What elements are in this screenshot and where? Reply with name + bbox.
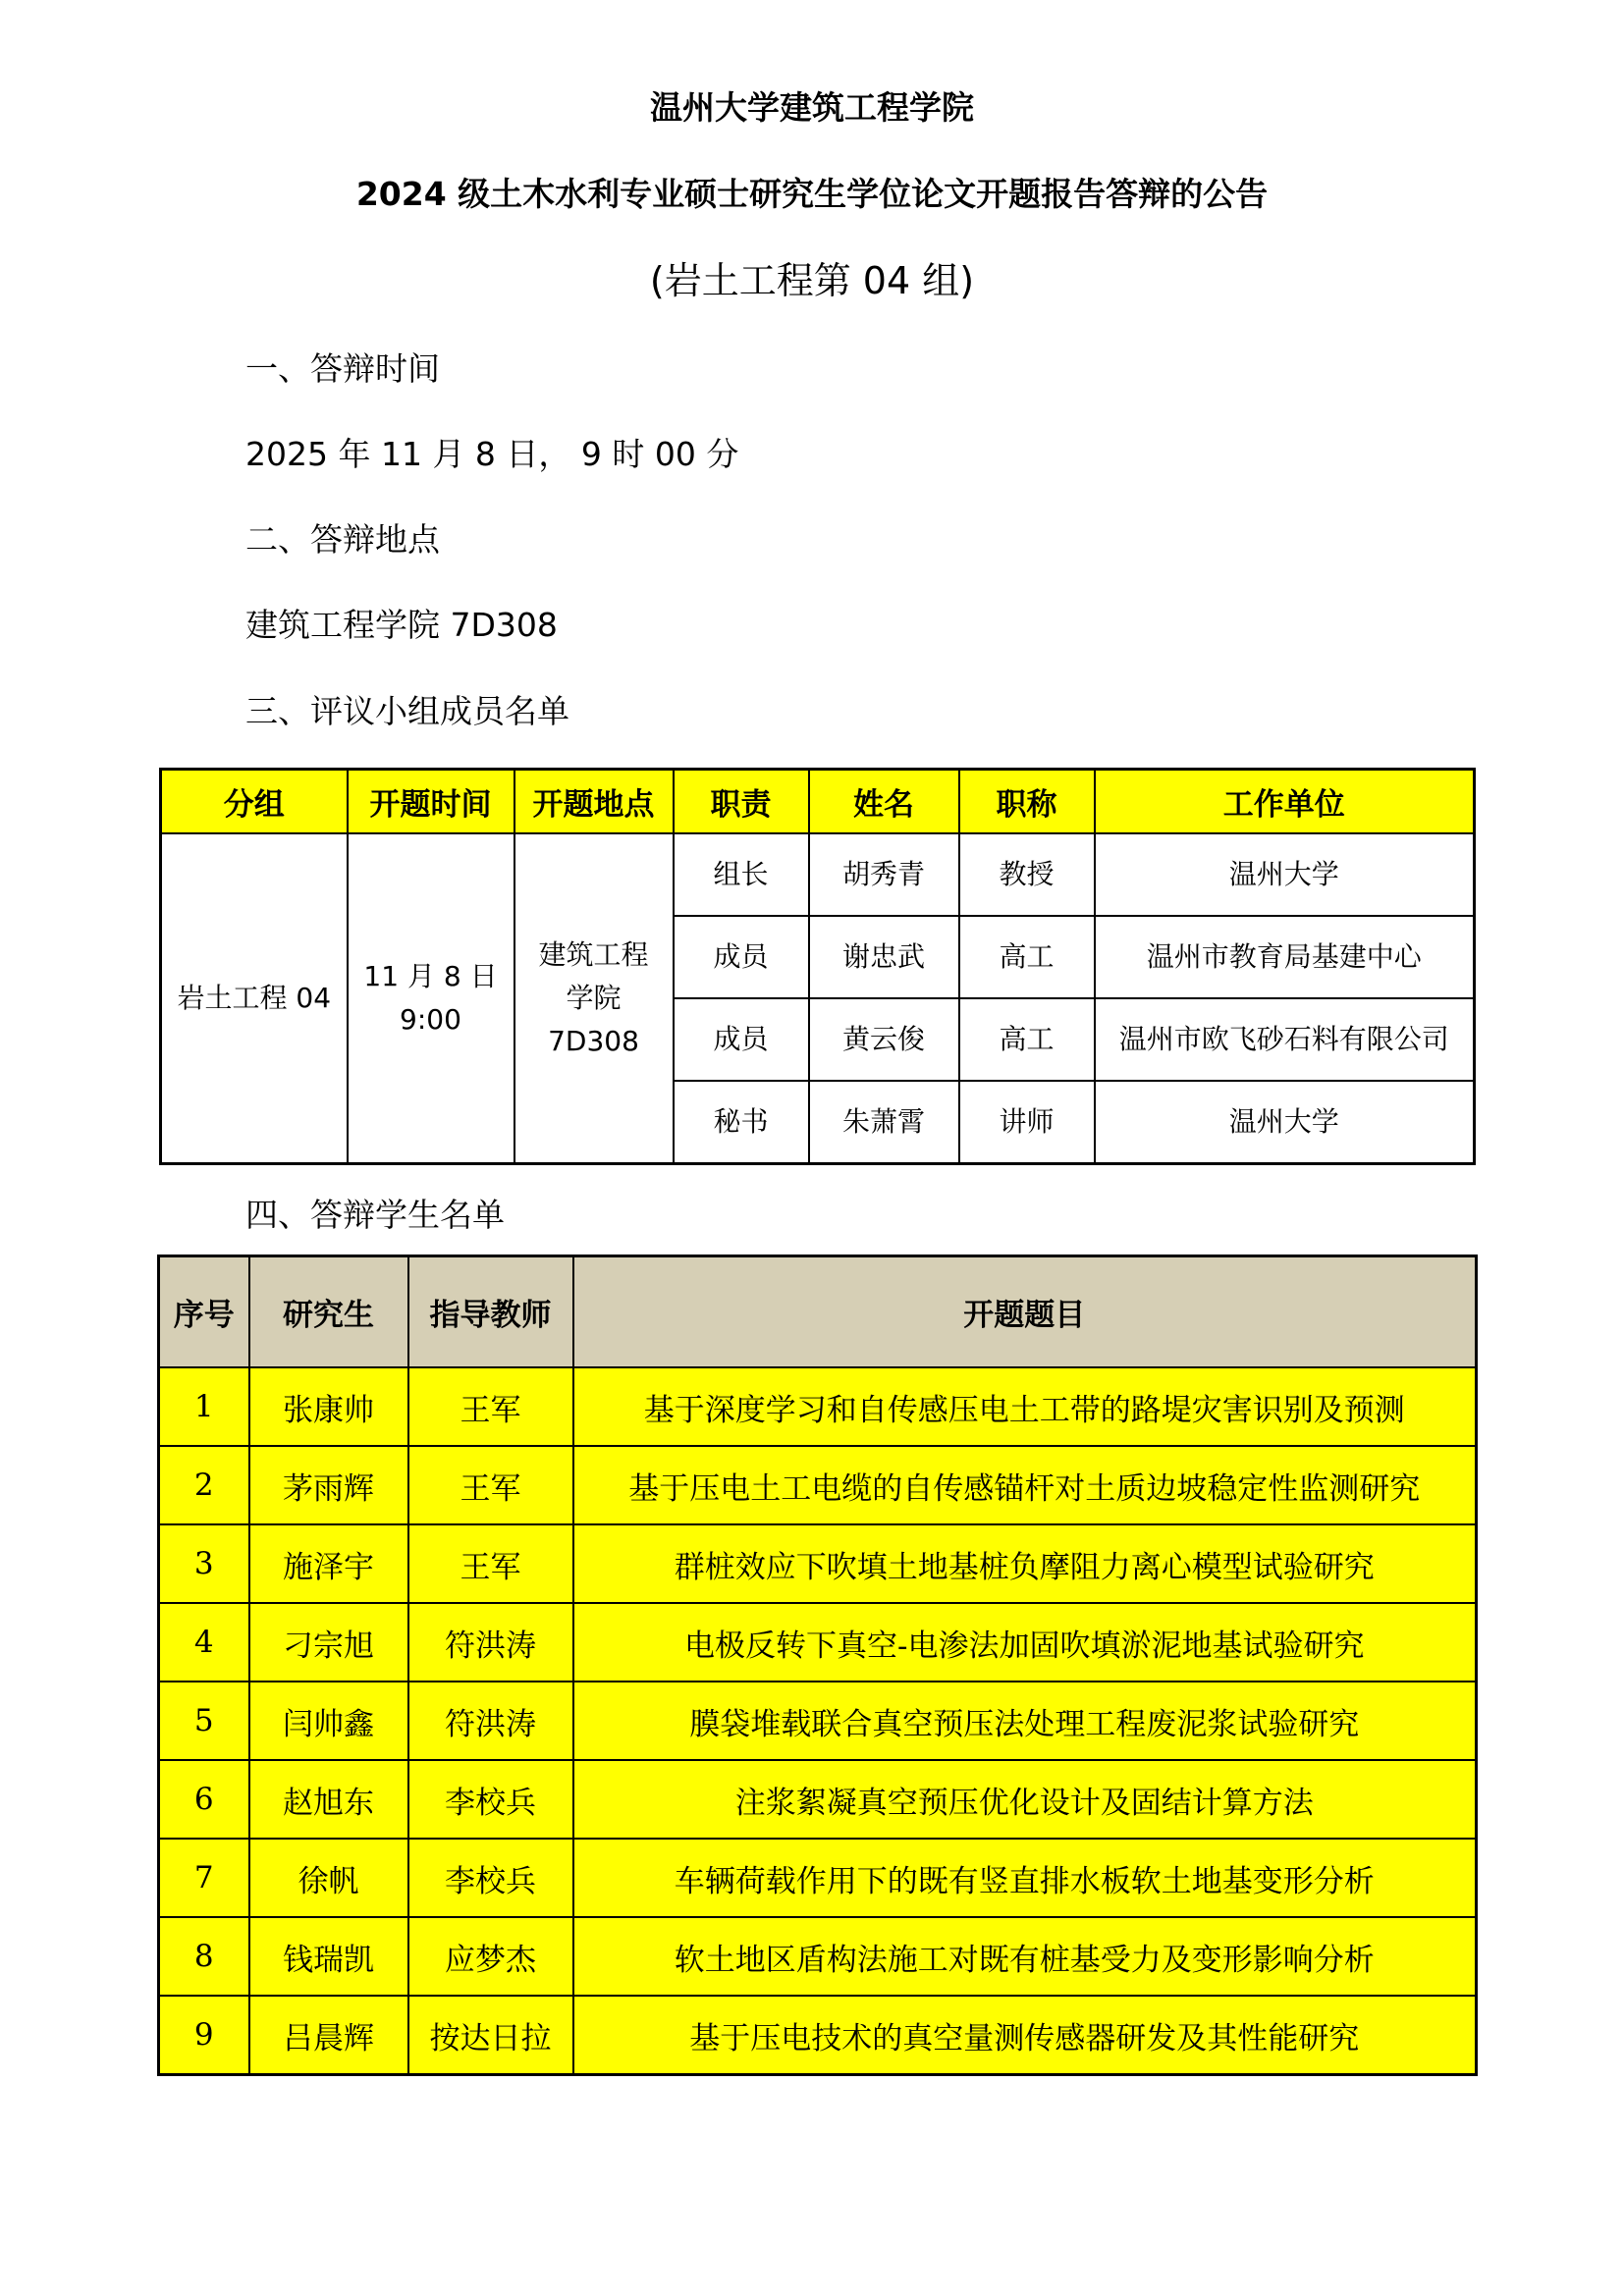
- student-advisor: 李校兵: [408, 1839, 573, 1917]
- member-name: 朱萧霄: [809, 1081, 959, 1164]
- student-advisor: 按达日拉: [408, 1996, 573, 2075]
- students-table: [157, 1255, 1478, 2076]
- student-row: [159, 1603, 1477, 1682]
- place-line-2: 学院: [566, 982, 622, 1014]
- student-no: 8: [159, 1917, 249, 1996]
- header-title: 职称: [959, 770, 1095, 834]
- student-row: [159, 1524, 1477, 1603]
- committee-table: [159, 768, 1476, 1165]
- header-role: 职责: [674, 770, 809, 834]
- committee-row: [161, 833, 1475, 916]
- location-heading: 二、答辩地点: [245, 520, 440, 559]
- place-line-3: 7D308: [548, 1025, 639, 1057]
- student-student: 钱瑞凯: [249, 1917, 408, 1996]
- time-date: 11 月 8 日: [363, 960, 498, 992]
- student-row: [159, 1917, 1477, 1996]
- student-no: 7: [159, 1839, 249, 1917]
- students-body: [159, 1367, 1477, 2075]
- student-row: [159, 1682, 1477, 1760]
- student-row: [159, 1367, 1477, 1446]
- students-heading: 四、答辩学生名单: [245, 1196, 505, 1234]
- member-unit: 温州大学: [1095, 1081, 1475, 1164]
- member-name: 胡秀青: [809, 833, 959, 916]
- location-value: 建筑工程学院 7D308: [245, 606, 558, 644]
- place-cell: [514, 833, 674, 1164]
- student-no: 5: [159, 1682, 249, 1760]
- member-title: 高工: [959, 916, 1095, 998]
- member-role: 成员: [674, 916, 809, 998]
- student-student: 闫帅鑫: [249, 1682, 408, 1760]
- student-student: 赵旭东: [249, 1760, 408, 1839]
- committee-header-row: [161, 770, 1475, 834]
- student-no: 2: [159, 1446, 249, 1524]
- member-title: 教授: [959, 833, 1095, 916]
- student-no: 6: [159, 1760, 249, 1839]
- header-name: 姓名: [809, 770, 959, 834]
- student-topic: 电极反转下真空-电渗法加固吹填淤泥地基试验研究: [573, 1603, 1477, 1682]
- student-no: 4: [159, 1603, 249, 1682]
- time-heading: 一、答辩时间: [245, 349, 440, 388]
- place-line-1: 建筑工程: [538, 938, 649, 971]
- time-clock: 9:00: [400, 1003, 461, 1036]
- student-topic: 基于深度学习和自传感压电土工带的路堤灾害识别及预测: [573, 1367, 1477, 1446]
- student-topic: 基于压电技术的真空量测传感器研发及其性能研究: [573, 1996, 1477, 2075]
- student-student: 茅雨辉: [249, 1446, 408, 1524]
- announcement-title: 2024 级土木水利专业硕士研究生学位论文开题报告答辩的公告: [355, 175, 1269, 213]
- student-row: [159, 1446, 1477, 1524]
- student-advisor: 符洪涛: [408, 1682, 573, 1760]
- student-topic: 膜袋堆载联合真空预压法处理工程废泥浆试验研究: [573, 1682, 1477, 1760]
- header-unit: 工作单位: [1095, 770, 1475, 834]
- group-subtitle: (岩土工程第 04 组): [649, 259, 975, 302]
- member-unit: 温州市教育局基建中心: [1095, 916, 1475, 998]
- student-row: [159, 1996, 1477, 2075]
- students-header-row: [159, 1256, 1477, 1368]
- member-name: 谢忠武: [809, 916, 959, 998]
- student-advisor: 王军: [408, 1524, 573, 1603]
- member-title: 高工: [959, 998, 1095, 1081]
- student-no: 1: [159, 1367, 249, 1446]
- student-advisor: 王军: [408, 1367, 573, 1446]
- student-row: [159, 1839, 1477, 1917]
- member-title: 讲师: [959, 1081, 1095, 1164]
- member-role: 秘书: [674, 1081, 809, 1164]
- student-advisor: 符洪涛: [408, 1603, 573, 1682]
- student-student: 施泽宇: [249, 1524, 408, 1603]
- student-topic: 基于压电土工电缆的自传感锚杆对土质边坡稳定性监测研究: [573, 1446, 1477, 1524]
- student-advisor: 李校兵: [408, 1760, 573, 1839]
- student-student: 张康帅: [249, 1367, 408, 1446]
- member-unit: 温州市欧飞砂石料有限公司: [1095, 998, 1475, 1081]
- header-topic: 开题题目: [573, 1256, 1477, 1368]
- group-cell: 岩土工程 04: [161, 833, 348, 1164]
- student-topic: 车辆荷载作用下的既有竖直排水板软土地基变形分析: [573, 1839, 1477, 1917]
- student-no: 9: [159, 1996, 249, 2075]
- school-title: 温州大学建筑工程学院: [650, 88, 974, 127]
- student-student: 徐帆: [249, 1839, 408, 1917]
- member-unit: 温州大学: [1095, 833, 1475, 916]
- student-student: 吕晨辉: [249, 1996, 408, 2075]
- header-place: 开题地点: [514, 770, 674, 834]
- header-no: 序号: [159, 1256, 249, 1368]
- student-no: 3: [159, 1524, 249, 1603]
- student-advisor: 王军: [408, 1446, 573, 1524]
- time-value: 2025 年 11 月 8 日， 9 时 00 分: [245, 435, 739, 473]
- student-student: 刁宗旭: [249, 1603, 408, 1682]
- member-role: 成员: [674, 998, 809, 1081]
- header-advisor: 指导教师: [408, 1256, 573, 1368]
- student-topic: 注浆絮凝真空预压优化设计及固结计算方法: [573, 1760, 1477, 1839]
- student-advisor: 应梦杰: [408, 1917, 573, 1996]
- student-topic: 群桩效应下吹填土地基桩负摩阻力离心模型试验研究: [573, 1524, 1477, 1603]
- header-group: 分组: [161, 770, 348, 834]
- student-topic: 软土地区盾构法施工对既有桩基受力及变形影响分析: [573, 1917, 1477, 1996]
- student-row: [159, 1760, 1477, 1839]
- time-cell: [348, 833, 514, 1164]
- committee-heading: 三、评议小组成员名单: [245, 692, 569, 730]
- member-name: 黄云俊: [809, 998, 959, 1081]
- header-student: 研究生: [249, 1256, 408, 1368]
- member-role: 组长: [674, 833, 809, 916]
- header-time: 开题时间: [348, 770, 514, 834]
